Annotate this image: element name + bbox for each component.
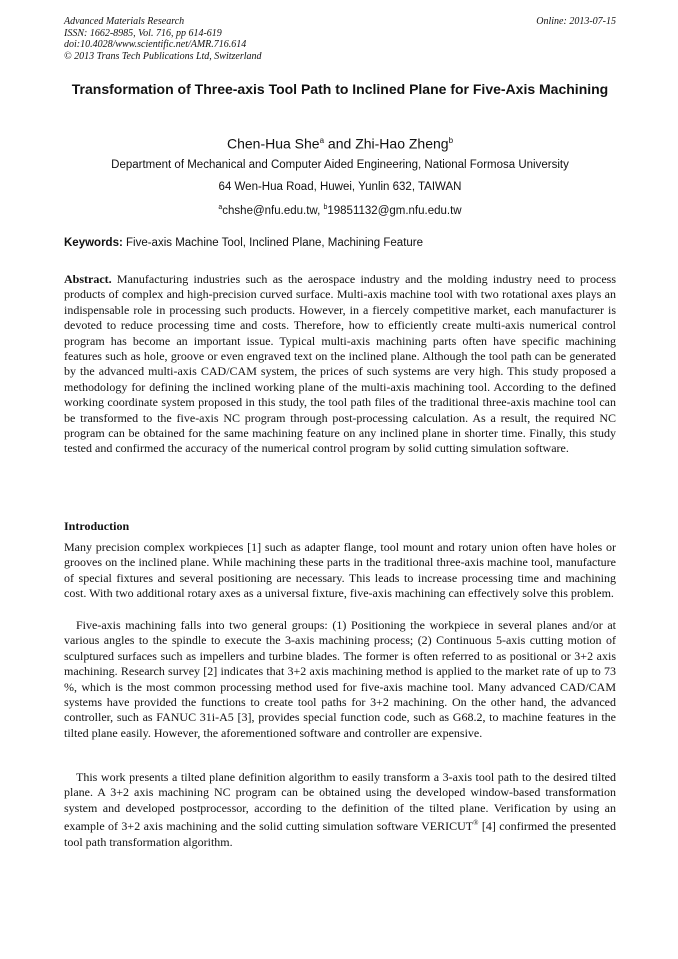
email-a-sup: a xyxy=(218,204,223,211)
intro-p3-end: [4] confirmed the presented tool path transformation algorithm. xyxy=(64,819,616,849)
email-a: chshe@nfu.edu.tw, xyxy=(222,204,324,217)
author-1: Chen-Hua She xyxy=(226,135,320,152)
author-2: Zhi-Hao Zheng xyxy=(355,135,449,152)
registered-mark: ® xyxy=(473,819,479,828)
intro-paragraph-3 xyxy=(64,770,616,850)
abstract-label: Abstract. xyxy=(64,272,112,286)
paper-title: Transformation of Three-axis Tool Path to Inclined Plane for Five-Axis Machining xyxy=(71,81,609,97)
intro-paragraph-2: Five-axis machining falls into two general groups: (1) Positioning the workpiece in several planes and/or at various angles to the spindle to execute the 3-axis machining process; (2) Continuous 5-axis cutting motion of sculptured surfaces such as impellers and turbine blades. The former is often referred to as positional or 3+2 axis machining. Research survey [2] indicates that 3+2 axis machining method is applied to the market rate of up to 73 %, which is the most common processing method used for five-axis machine tool. Many advanced CAD/CAM systems have provided the functions to create tool paths for 3+2 machining. On the other hand, the advanced controller, such as FANUC 31i-A5 [3], provides special function code, such as G68.2, to machine features in the tilted plane easily. However, the aforementioned software and controller are expensive. xyxy=(64,618,616,740)
doi-line: doi:10.4028/www.scientific.net/AMR.716.614 xyxy=(64,39,247,50)
keywords xyxy=(64,236,616,250)
keywords-label: Keywords: xyxy=(64,237,123,249)
copyright-line: © 2013 Trans Tech Publications Ltd, Switzerland xyxy=(64,50,262,62)
abstract xyxy=(64,272,616,457)
author-line xyxy=(64,132,616,153)
author-2-sup: b xyxy=(448,136,454,145)
issn-line: ISSN: 1662-8985, Vol. 716, pp 614-619 xyxy=(64,27,222,39)
abstract-text: Manufacturing industries such as the aerospace industry and the molding industry need to process products of complex and high-precision curved surface. Multi-axis machine tool with two rotational axes plays an indispensable role in processing such products. However, in a fiercely competitive market, each manufacturer is devoted to reduce processing time and costs. Therefore, how to efficiently create multi-axis numerical control program has become an important issue. Typical multi-axis machining parts often have specific machining features such as hole, groove or even engraved text on the inclined plane. Although the tool path can be generated by the advanced multi-axis CAD/CAM system, the prices of such systems are very high. This study proposed a methodology for defining the inclined working plane of the multi-axis machining tool. According to the defined working coordinate system proposed in this study, the tool path files of the traditional three-axis machine tool can be transformed to the five-axis NC program through post-processing calculation. As a result, the required NC program can be obtained for the same machining feature on any inclined plane in shorter time. Finally, this study tested and confirmed the accuracy of the numerical control program by solid cutting simulation software. xyxy=(64,272,616,456)
email-b: 19851132@gm.nfu.edu.tw xyxy=(327,204,462,217)
affiliation-department: Department of Mechanical and Computer Aided Engineering, National Formosa University xyxy=(111,159,569,171)
intro-paragraph-1: Many precision complex workpieces [1] such as adapter flange, tool mount and rotary union often have holes or grooves on the inclined plane. While machining these parts in the traditional three-axis machine tool, manufacture of special fixtures and several positioning are necessary. This leads to increase processing time and machining cost. With two additional rotary axes as a universal fixture, five-axis machining can effectively solve this problem. xyxy=(64,540,616,601)
online-date: Online: 2013-07-15 xyxy=(536,16,616,27)
keywords-text: Five-axis Machine Tool, Inclined Plane, Machining Feature xyxy=(122,237,424,249)
journal-header xyxy=(64,16,616,62)
email-b-sup: b xyxy=(323,204,328,211)
author-joiner: and xyxy=(324,135,356,152)
introduction-heading: Introduction xyxy=(64,519,130,533)
affiliation-emails xyxy=(64,201,616,218)
author-1-sup: a xyxy=(319,136,325,145)
journal-name: Advanced Materials Research xyxy=(64,16,185,27)
affiliation-address: 64 Wen-Hua Road, Huwei, Yunlin 632, TAIWAN xyxy=(218,181,462,193)
intro-p3-text: This work presents a tilted plane definition algorithm to easily transform a 3-axis tool path to the desired tilted plane. A 3+2 axis machining NC program can be obtained using the developed window-based transformation system and developed postprocessor, according to the definition of the tilted plane. Verification by using an example of 3+2 axis machining and the solid cutting simulation software VERICUT xyxy=(64,770,616,834)
